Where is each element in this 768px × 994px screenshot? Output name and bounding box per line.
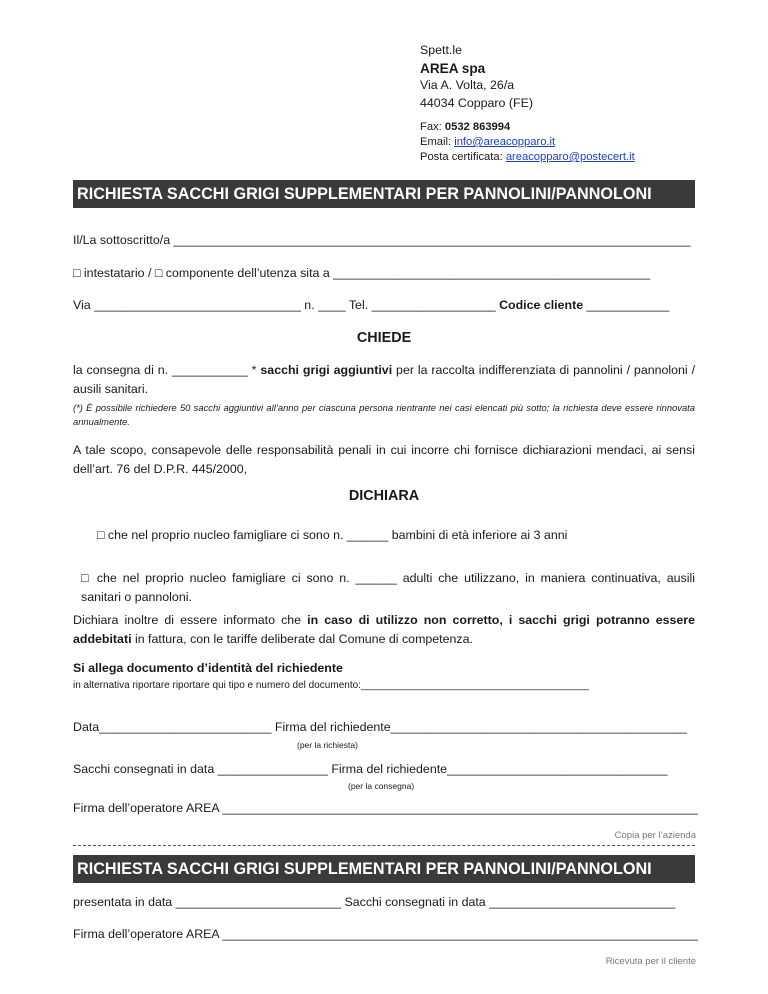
email-label: Email: (420, 136, 455, 148)
info-bold: in caso di utilizzo non corretto, i sacchi grigi potranno essere addebitati (73, 613, 696, 646)
option-children[interactable]: □ che nel proprio nucleo famigliare ci sono n. ______ bambini di età inferiore ai 3 anni (97, 528, 568, 542)
pec-label: Posta certificata: (420, 151, 506, 163)
awareness-text: A tale scopo, consapevole delle responsabilità penali in cui incorre chi fornisce dichiarazioni mendaci, ai sensi dell’art. 76 del D.P.R. 445/2000, (73, 443, 695, 476)
operator-signature-line[interactable]: Firma dell’operatore AREA _____________________________________________________________________ (73, 801, 698, 815)
fax-label: Fax: (420, 121, 445, 133)
client-code-line: ____________ (583, 298, 670, 312)
via-phone-line: Via ______________________________ n. ____ Tel. __________________ (73, 298, 500, 312)
recipient-street: Via A. Volta, 26/a (420, 78, 515, 92)
recipient-company: AREA spa (420, 60, 486, 76)
chiede-text (73, 361, 695, 399)
email-link[interactable]: info@areacopparo.it (454, 136, 556, 148)
chiede-text-bold: sacchi grigi aggiuntivi (260, 363, 393, 377)
copy-company-label: Copia per l’azienda (614, 830, 696, 841)
recipient-address (420, 42, 635, 165)
chiede-text-post: per la raccolta indifferenziata di pannolini / pannoloni / ausili sanitari. (73, 363, 696, 396)
dichiara-heading: DICHIARA (348, 488, 420, 504)
chiede-note: (*) È possibile richiedere 50 sacchi aggiuntivi all’anno per ciascuna persona rientrante nei casi elencati più sotto; la richiesta deve essere rinnovata annualmente. (73, 402, 695, 427)
fax-number: 0532 863994 (444, 121, 511, 133)
document-alt-field[interactable]: in alternativa riportare riportare qui tipo e numero del documento:_________________________________________ (73, 680, 589, 691)
undersigned-field[interactable]: Il/La sottoscritto/a ___________________________________________________________________________ (73, 233, 691, 247)
cut-line (73, 845, 695, 846)
recipient-city: 44034 Copparo (FE) (420, 95, 533, 110)
delivered-signature-line[interactable]: Sacchi consegnati in data ________________ Firma del richiedente________________________________ (73, 762, 668, 776)
recipient-email (420, 135, 635, 150)
client-code-label: Codice cliente (499, 298, 584, 312)
info-post: in fattura, con le tariffe deliberate dal Comune di competenza. (131, 632, 473, 646)
info-pre: Dichiara inoltre di essere informato che (73, 613, 308, 627)
recipient-pec (420, 150, 635, 165)
delivered-signature-sub: (per la consegna) (348, 781, 415, 791)
chiede-heading: CHIEDE (356, 330, 412, 346)
receipt-presented-line[interactable]: presentata in data ________________________ Sacchi consegnati in data ___________________________ (73, 895, 676, 909)
recipient-fax (420, 120, 635, 135)
pec-link[interactable]: areacopparo@postecert.it (505, 151, 635, 163)
receipt-title-banner: RICHIESTA SACCHI GRIGI SUPPLEMENTARI PER PANNOLINI/PANNOLONI (73, 855, 695, 883)
date-signature-sub: (per la richiesta) (297, 740, 358, 750)
address-phone-field[interactable] (73, 298, 695, 312)
recipient-salutation: Spett.le (420, 43, 463, 57)
form-title-banner: RICHIESTA SACCHI GRIGI SUPPLEMENTARI PER PANNOLINI/PANNOLONI (73, 180, 695, 208)
date-signature-line[interactable]: Data_________________________ Firma del richiedente___________________________________________ (73, 720, 687, 734)
chiede-text-pre: la consegna di n. ___________ * (73, 363, 261, 377)
copy-client-label: Ricevuta per il cliente (605, 956, 696, 967)
role-holder-field[interactable]: □ intestatario / □ componente dell’utenza sita a ______________________________________________ (73, 266, 651, 280)
receipt-operator-line[interactable]: Firma dell’operatore AREA _____________________________________________________________________ (73, 927, 698, 941)
option-adults[interactable]: □ che nel proprio nucleo famigliare ci sono n. ______ adulti che utilizzano, in maniera continuativa, ausili sanitari o pannoloni. (81, 571, 695, 604)
dichiara-info (73, 611, 695, 649)
document-title: Si allega documento d’identità del richiedente (73, 661, 343, 675)
